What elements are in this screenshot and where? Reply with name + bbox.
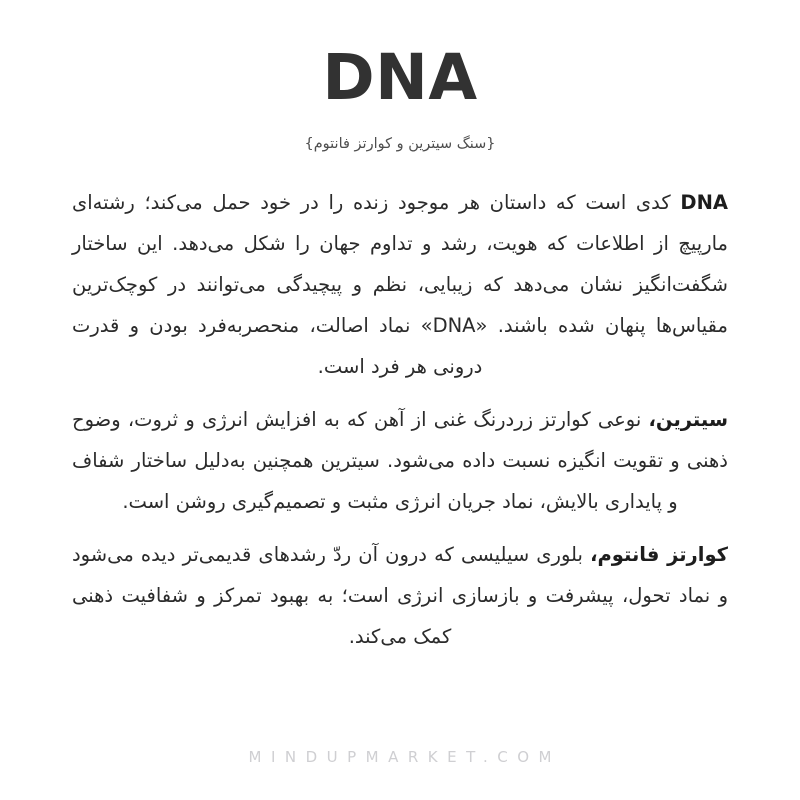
page-header xyxy=(72,41,728,156)
page-subtitle: {سنگ سیترین و کوارتز فانتوم} xyxy=(304,136,496,152)
paragraph-phantom-quartz-lead: کوارتز فانتوم، xyxy=(590,543,729,567)
article-body xyxy=(72,182,728,657)
page-footer xyxy=(0,747,800,766)
paragraph-citrine xyxy=(72,399,728,522)
paragraph-dna-text: کدی است که داستان هر موجود زنده را در خود حمل می‌کند؛ رشته‌ای مارپیچ از اطلاعات که هویت، رشد و تداوم جهان را شکل می‌دهد. این ساختار شگفت‌انگیز نشان می‌دهد که زیبایی، نظم و پیچیدگی می‌توانند در کوچک‌ترین مقیاس‌ها پنهان شده باشند. «DNA» نماد اصالت، منحصربه‌فرد بودن و قدرت درونی هر فرد است. xyxy=(72,191,728,379)
page-title: DNA xyxy=(322,41,478,114)
paragraph-phantom-quartz xyxy=(72,534,728,657)
paragraph-phantom-quartz-text: بلوری سیلیسی که درون آن ردّ رشدهای قدیمی‌تر دیده می‌شود و نماد تحول، پیشرفت و بازسازی انرژی است؛ به بهبود تمرکز و شفافیت ذهنی کمک می‌کند. xyxy=(72,543,728,649)
site-wordmark: MINDUPMARKET.COM xyxy=(248,748,561,766)
paragraph-dna-lead: DNA xyxy=(680,191,728,215)
paragraph-dna xyxy=(72,182,728,387)
paragraph-citrine-text: نوعی کوارتز زردرنگ غنی از آهن که به افزایش انرژی و ثروت، وضوح ذهنی و تقویت انگیزه نسبت داده می‌شود. سیترین همچنین به‌دلیل ساختار شفاف و پایداری بالایش، نماد جریان انرژی مثبت و تصمیم‌گیری روشن است. xyxy=(72,408,728,514)
paragraph-citrine-lead: سیترین، xyxy=(648,408,728,432)
